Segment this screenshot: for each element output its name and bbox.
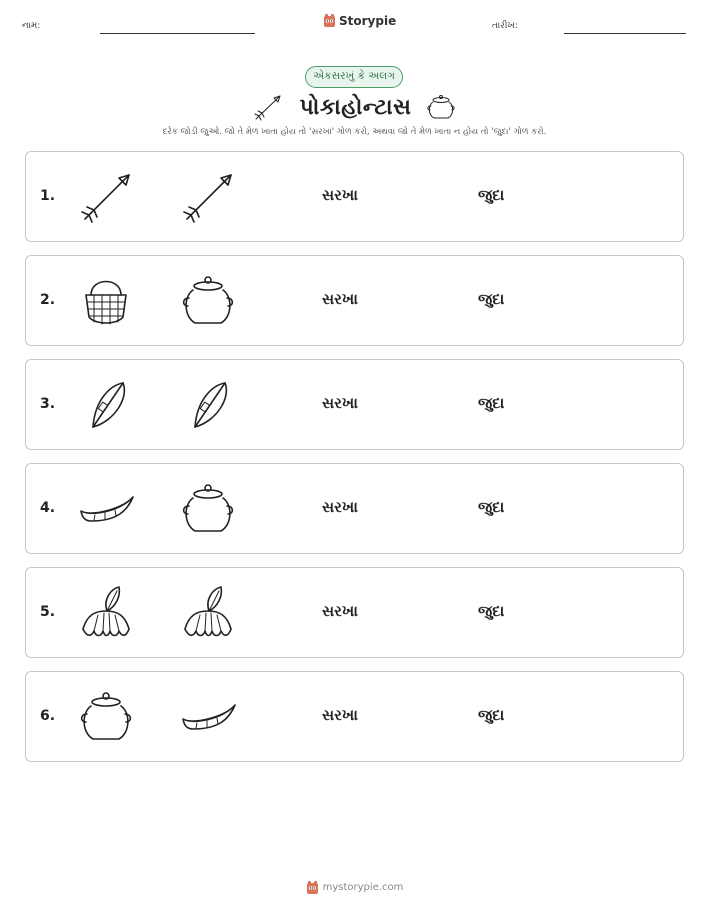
same-option[interactable]: સરખા <box>322 498 358 516</box>
different-option[interactable]: જુદા <box>478 290 505 308</box>
bow-icon <box>77 377 135 433</box>
different-option[interactable]: જુદા <box>478 602 505 620</box>
storypie-mascot-icon <box>306 880 319 895</box>
different-option[interactable]: જુદા <box>478 706 505 724</box>
activity-badge: એકસરખું કે અલગ <box>305 66 403 88</box>
pot-icon <box>77 689 135 745</box>
pair-row-1 <box>25 151 684 242</box>
feather-headdress-icon <box>179 585 237 641</box>
same-option[interactable]: સરખા <box>322 394 358 412</box>
arrow-icon <box>252 92 286 122</box>
row-number: 5. <box>40 604 56 620</box>
pot-icon <box>179 481 237 537</box>
basket-icon <box>77 273 135 329</box>
footer-url[interactable]: mystorypie.com <box>322 882 404 893</box>
pair-row-6 <box>25 671 684 762</box>
footer <box>0 880 709 895</box>
row-number: 4. <box>40 500 56 516</box>
row-number: 2. <box>40 292 56 308</box>
row-number: 3. <box>40 396 56 412</box>
date-line[interactable] <box>564 33 686 34</box>
canoe-icon <box>77 481 135 537</box>
brand-name: Storypie <box>339 13 397 28</box>
pot-icon <box>425 93 457 121</box>
bow-icon <box>179 377 237 433</box>
date-label: તારીખ: <box>492 21 518 31</box>
pair-row-3 <box>25 359 684 450</box>
name-label: નામ: <box>22 21 41 31</box>
arrow-icon <box>179 169 237 225</box>
canoe-icon <box>179 689 237 745</box>
same-option[interactable]: સરખા <box>322 706 358 724</box>
same-option[interactable]: સરખા <box>322 186 358 204</box>
different-option[interactable]: જુદા <box>478 186 505 204</box>
worksheet-title: પોકાહોન્ટાસ <box>299 94 412 120</box>
different-option[interactable]: જુદા <box>478 394 505 412</box>
brand <box>323 13 396 28</box>
row-number: 6. <box>40 708 56 724</box>
pair-row-4 <box>25 463 684 554</box>
title-row <box>0 90 709 124</box>
arrow-icon <box>77 169 135 225</box>
different-option[interactable]: જુદા <box>478 498 505 516</box>
pair-row-5 <box>25 567 684 658</box>
instructions: દરેક જોડી જુઓ. જો તે મેળ ખાતા હોય તો 'સરખા' ગોળ કરો, અથવા જો તે મેળ ખાતા ન હોય તો 'જુદા' ગોળ કરો. <box>162 127 547 137</box>
same-option[interactable]: સરખા <box>322 602 358 620</box>
row-number: 1. <box>40 188 56 204</box>
same-option[interactable]: સરખા <box>322 290 358 308</box>
feather-headdress-icon <box>77 585 135 641</box>
pair-row-2 <box>25 255 684 346</box>
pot-icon <box>179 273 237 329</box>
name-line[interactable] <box>100 33 255 34</box>
storypie-mascot-icon <box>323 13 336 28</box>
